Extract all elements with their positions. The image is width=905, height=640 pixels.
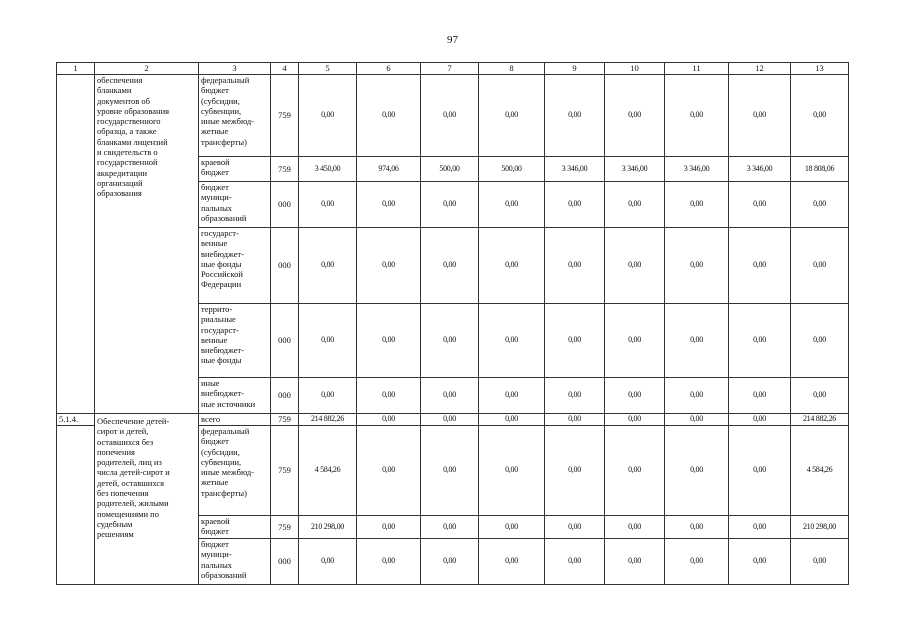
value-cell: 0,00 xyxy=(605,414,665,426)
code-cell: 000 xyxy=(271,182,299,228)
code-cell: 759 xyxy=(271,426,299,516)
value-cell: 0,00 xyxy=(791,182,849,228)
value-cell: 0,00 xyxy=(357,426,421,516)
value-cell: 0,00 xyxy=(665,426,729,516)
value-cell: 0,00 xyxy=(357,414,421,426)
code-cell: 000 xyxy=(271,304,299,378)
header-cell: 2 xyxy=(95,63,199,75)
header-cell: 13 xyxy=(791,63,849,75)
value-cell: 0,00 xyxy=(545,414,605,426)
funding-source: государст- венные внебюджет- ные фонды Российской Федерации xyxy=(199,228,271,304)
value-cell: 0,00 xyxy=(421,539,479,585)
value-cell: 0,00 xyxy=(791,228,849,304)
funding-source: краевой бюджет xyxy=(199,516,271,539)
value-cell: 0,00 xyxy=(299,304,357,378)
value-cell: 0,00 xyxy=(421,426,479,516)
value-cell: 210 298,00 xyxy=(299,516,357,539)
value-cell: 4 584,26 xyxy=(299,426,357,516)
value-cell: 0,00 xyxy=(299,182,357,228)
value-cell: 0,00 xyxy=(791,75,849,157)
value-cell: 0,00 xyxy=(357,228,421,304)
page-number: 97 xyxy=(447,34,458,46)
item-number: 5.1.4. xyxy=(57,414,95,426)
value-cell: 3 346,00 xyxy=(545,157,605,182)
value-cell: 214 882,26 xyxy=(791,414,849,426)
value-cell: 0,00 xyxy=(545,378,605,414)
funding-source: федеральный бюджет (субсидии, субвенции, иные межбюд- жетные трансферты) xyxy=(199,75,271,157)
value-cell: 0,00 xyxy=(299,539,357,585)
funding-source: всего xyxy=(199,414,271,426)
value-cell: 0,00 xyxy=(665,414,729,426)
value-cell: 0,00 xyxy=(729,182,791,228)
value-cell: 0,00 xyxy=(665,539,729,585)
value-cell: 0,00 xyxy=(605,426,665,516)
budget-table xyxy=(56,62,849,585)
code-cell: 000 xyxy=(271,539,299,585)
value-cell: 0,00 xyxy=(479,539,545,585)
header-cell: 11 xyxy=(665,63,729,75)
value-cell: 210 298,00 xyxy=(791,516,849,539)
value-cell: 0,00 xyxy=(545,426,605,516)
value-cell: 0,00 xyxy=(357,182,421,228)
table-row xyxy=(57,75,849,157)
header-row xyxy=(57,63,849,75)
table-row xyxy=(57,414,849,426)
value-cell: 0,00 xyxy=(729,426,791,516)
value-cell: 0,00 xyxy=(545,516,605,539)
value-cell: 0,00 xyxy=(605,75,665,157)
value-cell: 0,00 xyxy=(729,378,791,414)
value-cell: 0,00 xyxy=(729,516,791,539)
header-cell: 4 xyxy=(271,63,299,75)
value-cell: 0,00 xyxy=(421,414,479,426)
value-cell: 214 882,26 xyxy=(299,414,357,426)
activity-description: обеспечения бланками документов об уровне образования государственного образца, а также бланками лицензий и свидетельств о государственной аккредитации организаций образования xyxy=(95,75,199,414)
header-cell: 8 xyxy=(479,63,545,75)
value-cell: 0,00 xyxy=(479,426,545,516)
header-cell: 6 xyxy=(357,63,421,75)
value-cell: 0,00 xyxy=(665,75,729,157)
value-cell: 0,00 xyxy=(729,539,791,585)
value-cell: 0,00 xyxy=(421,182,479,228)
value-cell: 0,00 xyxy=(545,228,605,304)
value-cell: 0,00 xyxy=(605,182,665,228)
value-cell: 0,00 xyxy=(357,304,421,378)
value-cell: 18 808,06 xyxy=(791,157,849,182)
header-cell: 9 xyxy=(545,63,605,75)
header-cell: 1 xyxy=(57,63,95,75)
value-cell: 0,00 xyxy=(791,378,849,414)
header-cell: 5 xyxy=(299,63,357,75)
value-cell: 0,00 xyxy=(605,378,665,414)
value-cell: 0,00 xyxy=(791,539,849,585)
value-cell: 0,00 xyxy=(545,182,605,228)
value-cell: 0,00 xyxy=(357,378,421,414)
funding-source: бюджет муници- пальных образований xyxy=(199,182,271,228)
value-cell: 0,00 xyxy=(299,75,357,157)
value-cell: 0,00 xyxy=(357,516,421,539)
value-cell: 3 346,00 xyxy=(665,157,729,182)
value-cell: 0,00 xyxy=(357,75,421,157)
header-cell: 3 xyxy=(199,63,271,75)
value-cell: 0,00 xyxy=(545,539,605,585)
funding-source: террито- риальные государст- венные внебюджет- ные фонды xyxy=(199,304,271,378)
value-cell: 0,00 xyxy=(605,228,665,304)
code-cell: 000 xyxy=(271,378,299,414)
code-cell: 759 xyxy=(271,157,299,182)
value-cell: 500,00 xyxy=(479,157,545,182)
value-cell: 0,00 xyxy=(729,304,791,378)
value-cell: 0,00 xyxy=(729,228,791,304)
value-cell: 0,00 xyxy=(479,304,545,378)
value-cell: 0,00 xyxy=(421,378,479,414)
value-cell: 0,00 xyxy=(421,516,479,539)
value-cell: 0,00 xyxy=(479,414,545,426)
value-cell: 3 346,00 xyxy=(729,157,791,182)
funding-source: краевой бюджет xyxy=(199,157,271,182)
value-cell: 0,00 xyxy=(299,228,357,304)
value-cell: 3 450,00 xyxy=(299,157,357,182)
funding-source: федеральный бюджет (субсидии, субвенции, иные межбюд- жетные трансферты) xyxy=(199,426,271,516)
value-cell: 0,00 xyxy=(421,304,479,378)
value-cell: 0,00 xyxy=(479,228,545,304)
item-number-cell xyxy=(57,426,95,585)
value-cell: 0,00 xyxy=(479,182,545,228)
value-cell: 0,00 xyxy=(791,304,849,378)
value-cell: 0,00 xyxy=(421,228,479,304)
item-number-cell xyxy=(57,75,95,414)
value-cell: 0,00 xyxy=(545,304,605,378)
value-cell: 0,00 xyxy=(665,182,729,228)
value-cell: 0,00 xyxy=(421,75,479,157)
value-cell: 4 584,26 xyxy=(791,426,849,516)
value-cell: 0,00 xyxy=(479,516,545,539)
code-cell: 000 xyxy=(271,228,299,304)
value-cell: 0,00 xyxy=(729,414,791,426)
value-cell: 0,00 xyxy=(665,516,729,539)
value-cell: 0,00 xyxy=(357,539,421,585)
header-cell: 10 xyxy=(605,63,665,75)
value-cell: 0,00 xyxy=(665,378,729,414)
value-cell: 3 346,00 xyxy=(605,157,665,182)
value-cell: 0,00 xyxy=(479,75,545,157)
value-cell: 0,00 xyxy=(665,228,729,304)
code-cell: 759 xyxy=(271,75,299,157)
header-cell: 7 xyxy=(421,63,479,75)
value-cell: 0,00 xyxy=(299,378,357,414)
value-cell: 500,00 xyxy=(421,157,479,182)
code-cell: 759 xyxy=(271,516,299,539)
activity-description: Обеспечение детей- сирот и детей, оставшихся без попечения родителей, лиц из числа детей-сирот и детей, оставшихся без попечения родителей, жилыми помещениями по судебным решениям xyxy=(95,414,199,585)
value-cell: 0,00 xyxy=(665,304,729,378)
value-cell: 0,00 xyxy=(605,539,665,585)
value-cell: 0,00 xyxy=(605,516,665,539)
funding-source: иные внебюджет- ные источники xyxy=(199,378,271,414)
value-cell: 0,00 xyxy=(729,75,791,157)
code-cell: 759 xyxy=(271,414,299,426)
value-cell: 974,06 xyxy=(357,157,421,182)
funding-source: бюджет муници- пальных образований xyxy=(199,539,271,585)
value-cell: 0,00 xyxy=(605,304,665,378)
value-cell: 0,00 xyxy=(479,378,545,414)
value-cell: 0,00 xyxy=(545,75,605,157)
header-cell: 12 xyxy=(729,63,791,75)
